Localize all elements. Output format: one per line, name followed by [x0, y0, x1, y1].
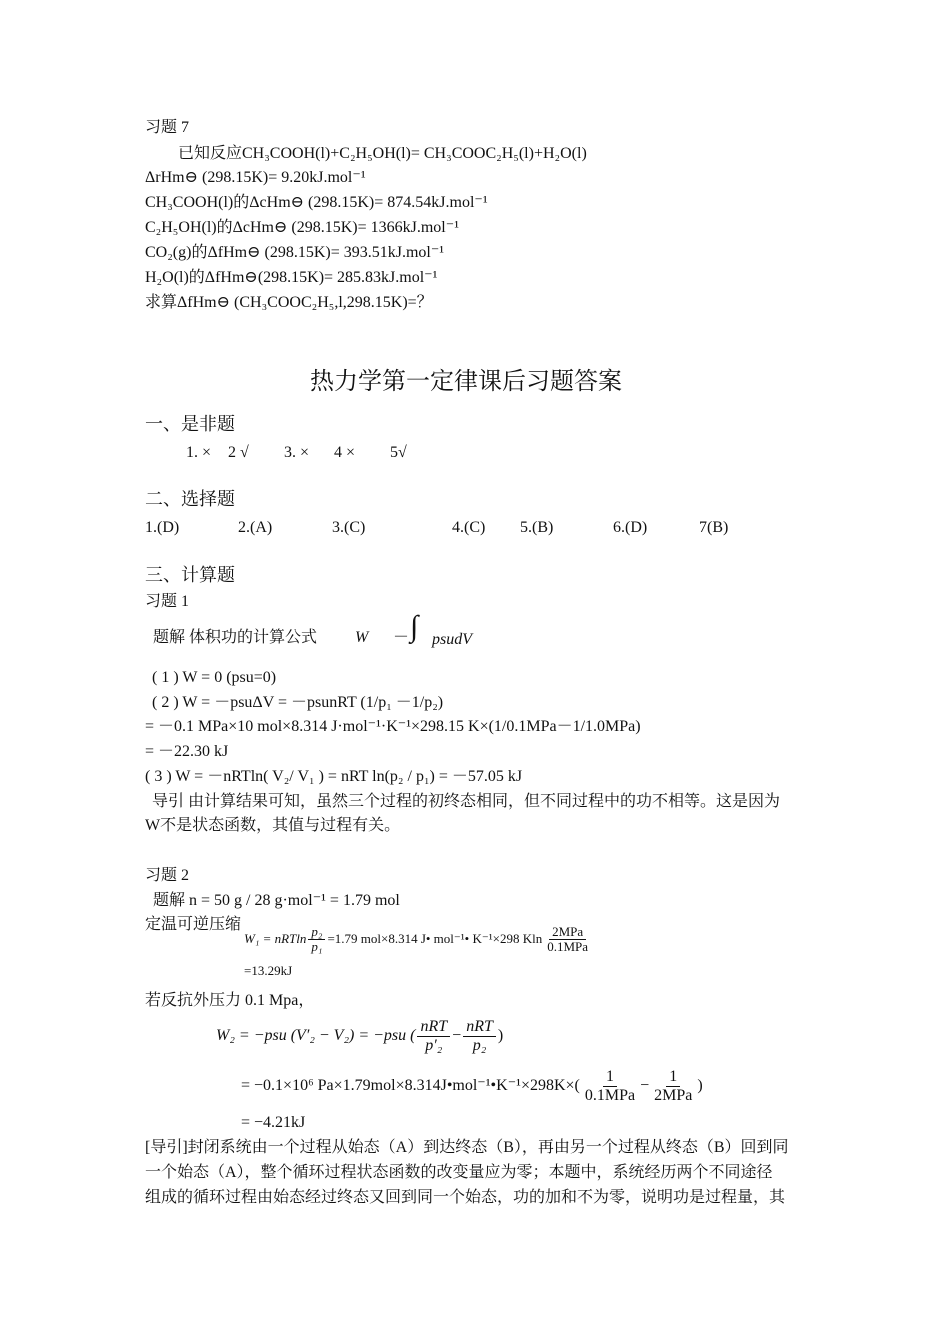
ex7-reaction: 已知反应CH₃COOH(l)+C₂H₅OH(l)= CH₃COOC₂H₅(l)+H₂O(l)	[178, 145, 587, 162]
ex7-line5: H₂O(l)的ΔfHm⊖(298.15K)= 285.83kJ.mol⁻¹	[145, 269, 438, 286]
sec1-answer: 2 √	[228, 444, 249, 461]
ex1-note-line1: 导引 由计算结果可知，虽然三个过程的初终态相同，但不同过程中的功不相等。这是因为	[152, 793, 781, 810]
ex2-heading: 习题 2	[145, 867, 190, 884]
ex1-calc2: = －22.30 kJ	[145, 743, 229, 760]
ex1-formula-body: psudV	[432, 631, 472, 648]
sec2-answer: 1.(D)	[145, 519, 180, 536]
sec3-heading: 三、计算题	[145, 565, 235, 585]
sec1-answer: 1. ×	[186, 444, 212, 461]
w1-fraction-mpa	[544, 925, 591, 955]
ex1-case1: ( 1 ) W = 0 (psu=0)	[152, 669, 277, 686]
w2-close: )	[497, 1026, 504, 1044]
ex1-note-line2: W不是状态函数，其值与过程有关。	[145, 817, 401, 834]
w2-f2-num: nRT	[463, 1018, 496, 1037]
w1-fraction-p	[308, 925, 325, 955]
ex1-calc1: = －0.1 MPa×10 mol×8.314 J·mol⁻¹·K⁻¹×298.15 K×(1/0.1MPa－1/1.0MPa)	[145, 718, 641, 735]
ex2-w2-equation	[216, 1018, 503, 1054]
w1-frac2-den: 0.1MPa	[547, 939, 589, 955]
ex2-guide-line2: 一个始态（A），整个循环过程状态函数的改变量应为零；本题中，系统经历两个不同途径	[145, 1164, 773, 1181]
w2-fraction-3	[582, 1068, 638, 1104]
ex2-isothermal-label: 定温可逆压缩	[145, 916, 242, 933]
ex7-line2: CH₃COOH(l)的ΔcHm⊖ (298.15K)= 874.54kJ.mol⁻¹	[145, 194, 488, 211]
w2-calc-text: = −0.1×10⁶ Pa×1.79mol×8.314J•mol⁻¹•K⁻¹×298K×(	[241, 1076, 580, 1094]
ex1-case2: ( 2 ) W = －psuΔV = －psunRT (1/p₁ －1/p₂)	[152, 694, 444, 711]
ex7-question: 求算ΔfHm⊖ (CH₃COOC₂H₅,l,298.15K)=？	[145, 294, 433, 311]
ex7-line3: C₂H₅OH(l)的ΔcHm⊖ (298.15K)= 1366kJ.mol⁻¹	[145, 219, 459, 236]
w2-lhs: W₂ = −psu (V′₂ − V₂) = −psu (	[216, 1026, 416, 1044]
w2-minus-2: −	[640, 1076, 650, 1094]
w2-f3-den: 0.1MPa	[584, 1086, 636, 1104]
w1-mid: =1.79 mol×8.314 J• mol⁻¹• K⁻¹×298 Kln	[327, 930, 543, 946]
sec1-heading: 一、是非题	[145, 414, 235, 434]
sec2-heading: 二、选择题	[145, 489, 235, 509]
w2-fraction-1	[417, 1018, 450, 1054]
w2-f1-num: nRT	[417, 1018, 450, 1037]
w2-f1-den: p′₂	[425, 1036, 443, 1054]
sec1-answer: 5√	[390, 444, 407, 461]
ex7-heading: 习题 7	[145, 119, 190, 136]
w1-frac-den: p₁	[311, 939, 323, 955]
w2-fraction-4	[651, 1068, 695, 1104]
w2-f4-den: 2MPa	[654, 1086, 693, 1104]
ex2-w2-result: = −4.21kJ	[241, 1114, 306, 1131]
ex1-formula-w: W	[355, 629, 369, 646]
sec2-answer: 7(B)	[699, 519, 729, 536]
sec1-answer: 3. ×	[284, 444, 310, 461]
ex7-line4: CO₂(g)的ΔfHm⊖ (298.15K)= 393.51kJ.mol⁻¹	[145, 244, 445, 261]
ex2-n-calc: 题解 n = 50 g / 28 g·mol⁻¹ = 1.79 mol	[153, 892, 400, 909]
ex2-w1-equation	[244, 925, 593, 955]
sec2-answer: 2.(A)	[238, 519, 273, 536]
ex2-w2-calc	[241, 1068, 703, 1104]
ex1-heading: 习题 1	[145, 593, 190, 610]
sec2-answer: 3.(C)	[332, 519, 366, 536]
w2-close-2: )	[697, 1076, 703, 1094]
ex2-guide-line1: [导引]封闭系统由一个过程从始态（A）到达终态（B），再由另一个过程从终态（B）回到同	[145, 1139, 789, 1156]
sec1-answer: 4 ×	[334, 444, 356, 461]
w2-f4-num: 1	[666, 1068, 680, 1087]
ex7-line1: ΔrHm⊖ (298.15K)= 9.20kJ.mol⁻¹	[145, 169, 366, 186]
w2-f3-num: 1	[603, 1068, 617, 1087]
w2-minus: −	[452, 1026, 462, 1044]
sec2-answer: 4.(C)	[452, 519, 486, 536]
sec2-answer: 6.(D)	[613, 519, 648, 536]
sec2-answer: 5.(B)	[520, 519, 554, 536]
w1-frac2-num: 2MPa	[549, 925, 586, 940]
ex1-formula-text: 题解 体积功的计算公式	[153, 629, 318, 646]
ex2-guide-line3: 组成的循环过程由始态经过终态又回到同一个始态，功的加和不为零，说明功是过程量，其	[145, 1189, 786, 1206]
integral-sign: ∫	[410, 610, 419, 643]
ex2-external-pressure-label: 若反抗外压力 0.1 Mpa，	[145, 992, 315, 1009]
page-title: 热力学第一定律课后习题答案	[310, 369, 622, 395]
ex1-formula-minus: －	[393, 629, 410, 646]
ex2-w1-result: =13.29kJ	[244, 963, 293, 978]
w1-frac-num: p₂	[308, 925, 325, 940]
ex1-case3: ( 3 ) W = －nRTln( V₂/ V₁ ) = nRT ln(p₂ / p₁) = －57.05 kJ	[145, 768, 523, 785]
w1-lhs: W₁ = nRTln	[244, 930, 307, 946]
w2-fraction-2	[463, 1018, 496, 1054]
w2-f2-den: p₂	[472, 1036, 487, 1054]
